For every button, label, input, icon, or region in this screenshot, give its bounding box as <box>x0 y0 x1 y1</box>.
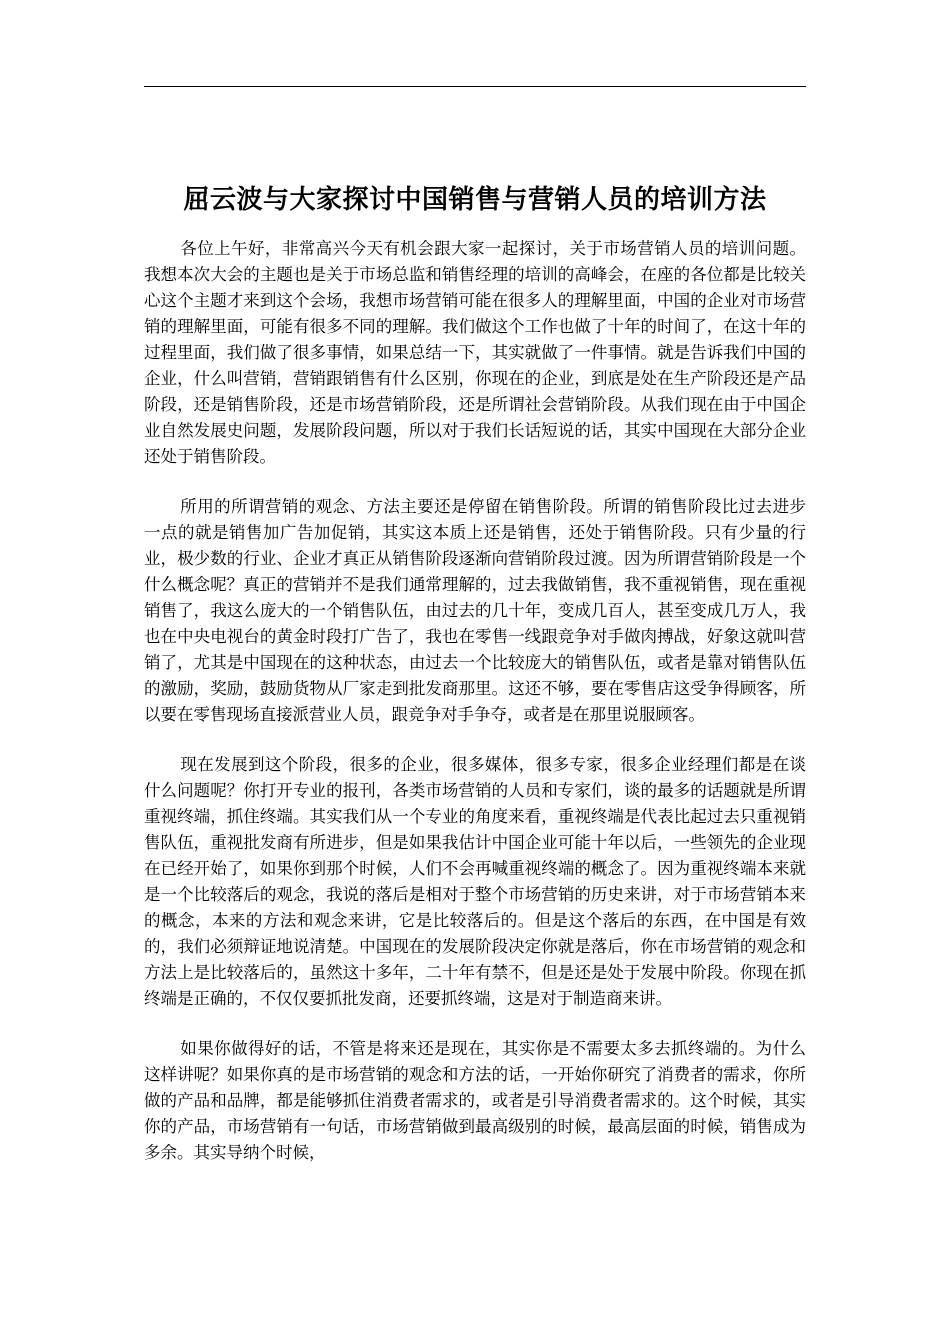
paragraph-4: 如果你做得好的话，不管是将来还是现在，其实你是不需要太多去抓终端的。为什么这样讲呢？如果你真的是市场营销的观念和方法的话，一开始你研究了消费者的需求，你所做的产品和品牌，都是能够抓住消费者需求的，或者是引导消费者需求的。这个时候，其实你的产品，市场营销有一句话，市场营销做到最高级别的时候，最高层面的时候，销售成为多余。其实导纳个时候， <box>144 1039 806 1162</box>
paragraph-2: 所用的所谓营销的观念、方法主要还是停留在销售阶段。所谓的销售阶段比过去进步一点的就是销售加广告加促销，其实这本质上还是销售，还处于销售阶段。只有少量的行业，极少数的行业、企业才真正从销售阶段逐渐向营销阶段过渡。因为所谓营销阶段是一个什么概念呢？真正的营销并不是我们通常理解的，过去我做销售，我不重视销售，现在重视销售了，我这么庞大的一个销售队伍，由过去的几十年，变成几百人，甚至变成几万人，我也在中央电视台的黄金时段打广告了，我也在零售一线跟竞争对手做肉搏战，好象这就叫营销了，尤其是中国现在的这种状态，由过去一个比较庞大的销售队伍，或者是靠对销售队伍的激励，奖励，鼓励货物从厂家走到批发商那里。这还不够，要在零售店这受争得顾客，所以要在零售现场直接派营业人员，跟竞争对手争夺，或者是在那里说服顾客。 <box>144 497 806 724</box>
document-title: 屈云波与大家探讨中国销售与营销人员的培训方法 <box>183 185 767 215</box>
paragraph-3: 现在发展到这个阶段，很多的企业，很多媒体，很多专家，很多企业经理们都是在谈什么问题呢？你打开专业的报刊，各类市场营销的人员和专家们，谈的最多的话题就是所谓重视终端，抓住终端。其实我们从一个专业的角度来看，重视终端是代表比起过去只重视销售队伍，重视批发商有所进步，但是如果我估计中国企业可能十年以后，一些领先的企业现在已经开始了，如果你到那个时候，人们不会再喊重视终端的概念了。因为重视终端本来就是一个比较落后的观念，我说的落后是相对于整个市场营销的历史来讲，对于市场营销本来的概念，本来的方法和观念来讲，它是比较落后的。但是这个落后的东西，在中国是有效的，我们必须辩证地说清楚。中国现在的发展阶段决定你就是落后，你在市场营销的观念和方法上是比较落后的，虽然这十多年，二十年有禁不，但是还是处于发展中阶段。你现在抓终端是正确的，不仅仅要抓批发商，还要抓终端，这是对于制造商来讲。 <box>144 755 806 1008</box>
header-rule <box>144 86 806 87</box>
document-body <box>144 236 806 1190</box>
paragraph-1: 各位上午好，非常高兴今天有机会跟大家一起探讨，关于市场营销人员的培训问题。我想本次大会的主题也是关于市场总监和销售经理的培训的高峰会，在座的各位都是比较关心这个主题才来到这个会场，我想市场营销可能在很多人的理解里面，中国的企业对市场营销的理解里面，可能有很多不同的理解。我们做这个工作也做了十年的时间了，在这十年的过程里面，我们做了很多事情，如果总结一下，其实就做了一件事情。就是告诉我们中国的企业，什么叫营销，营销跟销售有什么区别，你现在的企业，到底是处在生产阶段还是产品阶段，还是销售阶段，还是市场营销阶段，还是所谓社会营销阶段。从我们现在由于中国企业自然发展史问题，发展阶段问题，所以对于我们长话短说的话，其实中国现在大部分企业还处于销售阶段。 <box>144 239 806 466</box>
